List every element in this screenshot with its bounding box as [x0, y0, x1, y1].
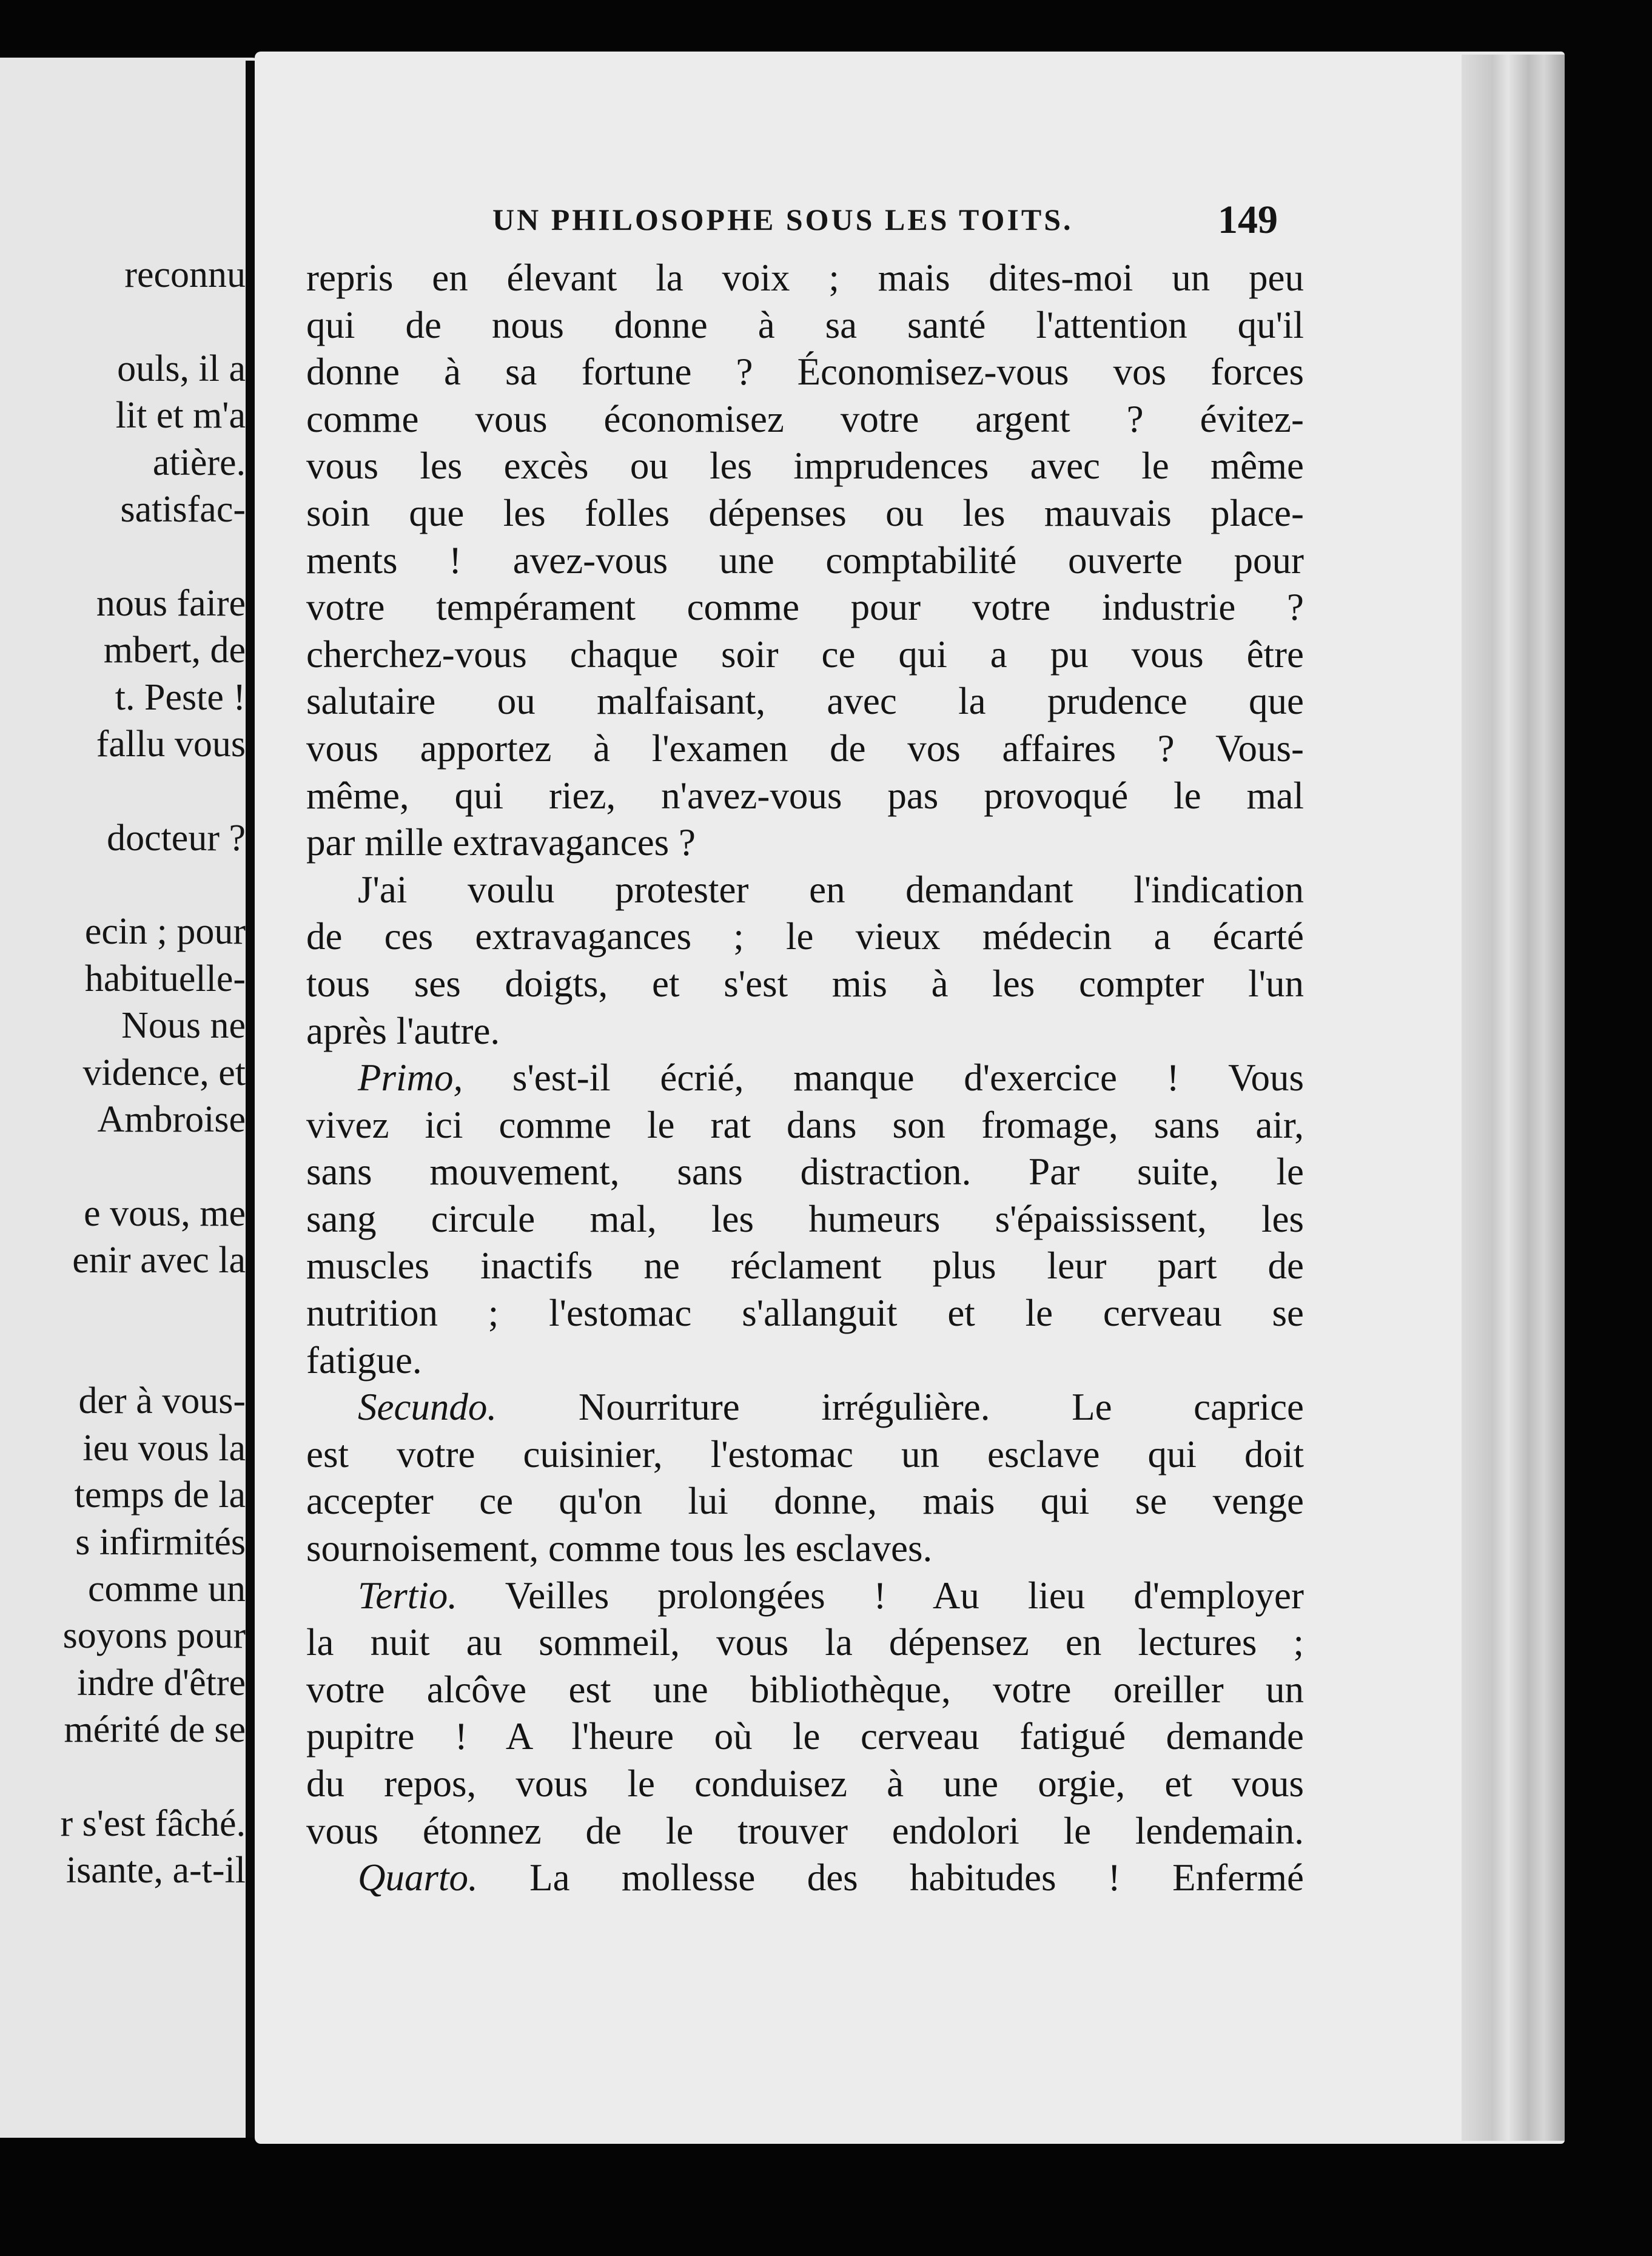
text-line: donne à sa fortune ? Économisez-vous vos forces	[306, 351, 1304, 394]
left-line: indre d'être	[77, 1662, 246, 1704]
text-line	[306, 1055, 1304, 1102]
text-line: vous les excès ou les imprudences avec le même	[306, 445, 1304, 488]
left-line	[0, 1284, 246, 1331]
text-line: est votre cuisinier, l'estomac un esclave qui doit	[306, 1432, 1304, 1475]
left-line	[0, 1754, 246, 1801]
line-text: La mollesse des habitudes ! Enfermé	[529, 1856, 1304, 1899]
left-line: Ambroise	[97, 1099, 246, 1141]
left-line: Nous ne	[121, 1005, 246, 1047]
left-line: der à vous-	[78, 1380, 246, 1422]
text-line: muscles inactifs ne réclament plus leur part de	[306, 1244, 1304, 1287]
text-line: salutaire ou malfaisant, avec la prudence que	[306, 680, 1304, 723]
page-number: 149	[1218, 198, 1278, 242]
text-line: accepter ce qu'on lui donne, mais qui se venge	[306, 1480, 1304, 1523]
line-text: s'est-il écrié, manque d'exercice ! Vous	[512, 1056, 1304, 1099]
left-line: r s'est fâché.	[60, 1802, 246, 1844]
text-line: tous ses doigts, et s'est mis à les compter l'un	[306, 962, 1304, 1005]
left-line	[0, 1143, 246, 1190]
left-line: satisfac-	[120, 488, 246, 530]
text-line: sournoisement, comme tous les esclaves.	[306, 1527, 933, 1570]
text-line: de ces extravagances ; le vieux médecin a écarté	[306, 915, 1304, 958]
text-line: vivez ici comme le rat dans son fromage, sans air,	[306, 1103, 1304, 1146]
text-line	[306, 1573, 1304, 1620]
text-line: vous étonnez de le trouver endolori le lendemain.	[306, 1809, 1304, 1852]
text-line: par mille extravagances ?	[306, 821, 696, 864]
run-in-heading: Quarto.	[358, 1856, 478, 1899]
text-line: ments ! avez-vous une comptabilité ouverte pour	[306, 539, 1304, 582]
left-line: habituelle-	[84, 958, 246, 999]
text-line: J'ai voulu protester en demandant l'indication	[358, 868, 1304, 911]
left-line: ieu vous la	[82, 1427, 246, 1469]
line-text: Veilles prolongées ! Au lieu d'employer	[505, 1574, 1304, 1617]
left-line: mbert, de	[103, 629, 246, 671]
run-in-heading: Tertio.	[358, 1574, 457, 1617]
left-line	[0, 533, 246, 580]
text-line	[306, 1855, 1304, 1902]
text-line: vous apportez à l'examen de vos affaires ? Vous-	[306, 727, 1304, 770]
text-line: pupitre ! A l'heure où le cerveau fatigué demande	[306, 1715, 1304, 1758]
body-text	[306, 255, 1304, 1902]
running-head: UN PHILOSOPHE SOUS LES TOITS.	[492, 203, 1073, 237]
left-line: docteur ?	[107, 817, 246, 859]
text-line: comme vous économisez votre argent ? évitez-	[306, 397, 1304, 440]
text-line: repris en élevant la voix ; mais dites-moi un peu	[306, 257, 1304, 299]
text-line: la nuit au sommeil, vous la dépensez en lectures ;	[306, 1621, 1304, 1664]
page-edges	[1462, 55, 1565, 2141]
left-line: fallu vous	[96, 723, 246, 765]
text-line: sans mouvement, sans distraction. Par suite, le	[306, 1150, 1304, 1193]
text-line: votre alcôve est une bibliothèque, votre oreiller un	[306, 1668, 1304, 1711]
left-line: vidence, et	[82, 1052, 246, 1093]
left-line: e vous, me	[84, 1192, 246, 1234]
text-line	[306, 1384, 1304, 1431]
left-line: reconnu	[124, 254, 246, 295]
left-line: s infirmités	[75, 1521, 246, 1563]
text-line: du repos, vous le conduisez à une orgie, et vous	[306, 1762, 1304, 1805]
left-line: atière.	[152, 441, 246, 483]
text-line: même, qui riez, n'avez-vous pas provoqué le mal	[306, 774, 1304, 817]
left-line: t. Peste !	[115, 676, 246, 718]
left-line: isante, a-t-il	[65, 1850, 246, 1892]
text-line: nutrition ; l'estomac s'allanguit et le cerveau se	[306, 1292, 1304, 1335]
left-line: mérité de se	[64, 1709, 246, 1751]
text-line: qui de nous donne à sa santé l'attention qu'il	[306, 303, 1304, 346]
left-page-text	[0, 252, 246, 1895]
left-line: ecin ; pour	[84, 911, 246, 953]
text-line: après l'autre.	[306, 1009, 500, 1052]
left-line	[0, 862, 246, 908]
left-line: ouls, il a	[117, 347, 246, 389]
text-line: soin que les folles dépenses ou les mauvais place-	[306, 491, 1304, 534]
left-line: temps de la	[74, 1474, 246, 1516]
run-in-heading: Primo,	[358, 1056, 463, 1099]
run-in-heading: Secundo.	[358, 1386, 497, 1429]
left-line	[0, 768, 246, 814]
text-line: votre tempérament comme pour votre industrie ?	[306, 586, 1304, 629]
text-line: cherchez-vous chaque soir ce qui a pu vous être	[306, 633, 1304, 676]
line-text: Nourriture irrégulière. Le caprice	[578, 1386, 1304, 1429]
left-line	[0, 1331, 246, 1378]
text-line: fatigue.	[306, 1338, 422, 1381]
left-line: enir avec la	[72, 1240, 246, 1281]
text-line: sang circule mal, les humeurs s'épaississent, les	[306, 1197, 1304, 1240]
left-line: soyons pour	[62, 1615, 246, 1657]
left-line	[0, 298, 246, 345]
left-line: lit et m'a	[115, 395, 246, 437]
left-line: nous faire	[96, 582, 246, 624]
left-line: comme un	[88, 1568, 246, 1610]
